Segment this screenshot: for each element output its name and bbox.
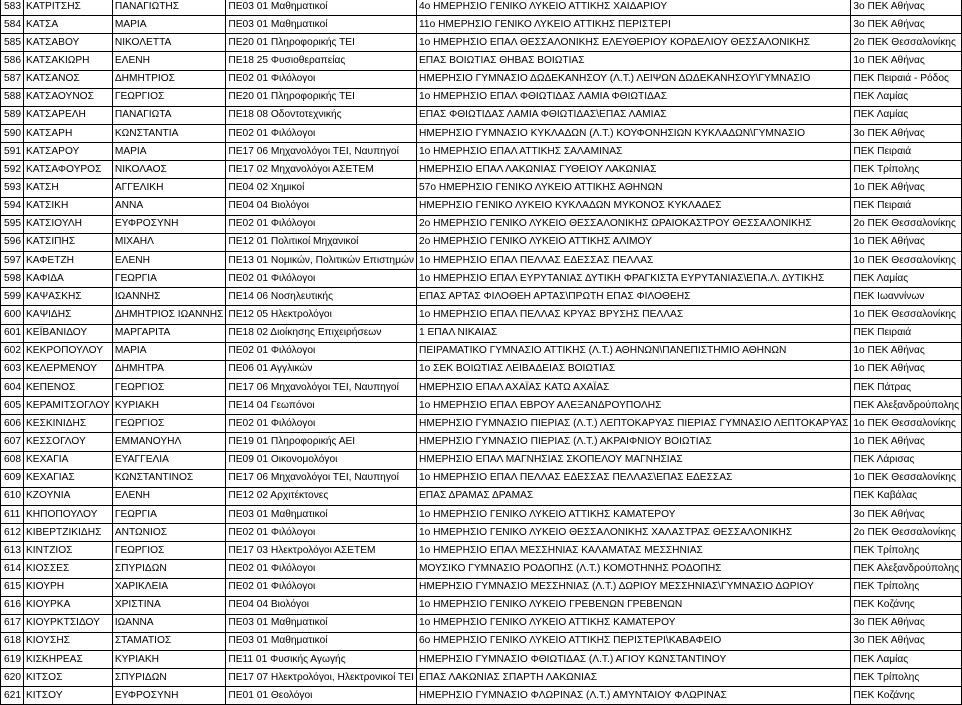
training-center-cell[interactable]: 1ο ΠΕΚ Αθήνας xyxy=(851,233,962,251)
first-name-cell[interactable]: ΚΥΡΙΑΚΗ xyxy=(112,651,226,669)
school-cell[interactable]: ΗΜΕΡΗΣΙΟ ΓΥΜΝΑΣΙΟ ΜΕΣΣΗΝΙΑΣ (Λ.Τ.) ΔΩΡΙΟΥ ΜΕΣΣΗΝΙΑΣ\ΓΥΜΝΑΣΙΟ ΔΩΡΙΟΥ xyxy=(417,578,851,596)
last-name-cell[interactable]: ΚΕΧΑΓΙΑΣ xyxy=(24,469,113,487)
training-center-cell[interactable]: ΠΕΚ Λαμίας xyxy=(851,88,962,106)
table-row xyxy=(0,451,962,469)
last-name-cell[interactable]: ΚΙΟΥΡΗ xyxy=(24,578,113,596)
training-center-cell[interactable]: ΠΕΚ Πειραιά - Ρόδος xyxy=(851,70,962,88)
last-name-cell[interactable]: ΚΙΒΕΡΤΖΙΚΙΔΗΣ xyxy=(24,524,113,542)
training-center-cell[interactable]: ΠΕΚ Λάρισας xyxy=(851,451,962,469)
specialty-cell[interactable]: ΠΕ02 01 Φιλόλογοι xyxy=(226,415,417,433)
specialty-cell[interactable]: ΠΕ20 01 Πληροφορικής ΤΕΙ xyxy=(226,88,417,106)
first-name-cell[interactable]: ΕΥΑΓΓΕΛΙΑ xyxy=(112,451,226,469)
last-name-cell[interactable]: ΚΕΣΣΟΓΛΟΥ xyxy=(24,433,113,451)
row-number[interactable]: 593 xyxy=(1,179,24,197)
school-cell[interactable]: ΗΜΕΡΗΣΙΟ ΕΠΑΛ ΜΑΓΝΗΣΙΑΣ ΣΚΟΠΕΛΟΥ ΜΑΓΝΗΣΙΑΣ xyxy=(417,451,851,469)
specialty-cell[interactable]: ΠΕ17 06 Μηχανολόγοι ΤΕΙ, Ναυπηγοί xyxy=(226,378,417,396)
row-number[interactable]: 588 xyxy=(1,88,24,106)
training-center-cell[interactable]: 1ο ΠΕΚ Θεσσαλονίκης xyxy=(851,415,962,433)
row-number[interactable]: 612 xyxy=(1,524,24,542)
table-row xyxy=(0,378,962,396)
first-name-cell[interactable]: ΣΤΑΜΑΤΙΟΣ xyxy=(112,632,226,650)
table-row xyxy=(0,215,962,233)
row-number[interactable]: 617 xyxy=(1,614,24,632)
first-name-cell[interactable]: ΕΥΦΡΟΣΥΝΗ xyxy=(112,687,226,705)
first-name-cell[interactable]: ΓΕΩΡΓΙΑ xyxy=(112,270,226,288)
first-name-cell[interactable]: ΧΑΡΙΚΛΕΙΑ xyxy=(112,578,226,596)
table-row xyxy=(0,632,962,650)
first-name-cell[interactable]: ΓΕΩΡΓΙΑ xyxy=(112,505,226,523)
first-name-cell[interactable]: ΔΗΜΗΤΡΙΟΣ xyxy=(112,70,226,88)
row-number[interactable]: 618 xyxy=(1,632,24,650)
specialty-cell[interactable]: ΠΕ17 06 Μηχανολόγοι ΤΕΙ, Ναυπηγοί xyxy=(226,143,417,161)
first-name-cell[interactable]: ΠΑΝΑΓΙΩΤΑ xyxy=(112,106,226,124)
row-number[interactable]: 590 xyxy=(1,124,24,142)
first-name-cell[interactable]: ΔΗΜΗΤΡΑ xyxy=(112,360,226,378)
last-name-cell[interactable]: ΚΗΠΟΠΟΥΛΟΥ xyxy=(24,505,113,523)
table-row xyxy=(0,505,962,523)
table-row xyxy=(0,433,962,451)
school-cell[interactable]: 1ο ΗΜΕΡΗΣΙΟ ΓΕΝΙΚΟ ΛΥΚΕΙΟ ΑΤΤΙΚΗΣ ΚΑΜΑΤΕΡΟΥ xyxy=(417,505,851,523)
school-cell[interactable]: 1ο ΗΜΕΡΗΣΙΟ ΓΕΝΙΚΟ ΛΥΚΕΙΟ ΑΤΤΙΚΗΣ ΚΑΜΑΤΕΡΟΥ xyxy=(417,614,851,632)
row-number[interactable]: 587 xyxy=(1,70,24,88)
school-cell[interactable]: 1ο ΗΜΕΡΗΣΙΟ ΕΠΑΛ ΜΕΣΣΗΝΙΑΣ ΚΑΛΑΜΑΤΑΣ ΜΕΣΣΗΝΙΑΣ xyxy=(417,542,851,560)
first-name-cell[interactable]: ΙΩΑΝΝΗΣ xyxy=(112,288,226,306)
table-row xyxy=(0,16,962,34)
last-name-cell[interactable]: ΚΙΣΚΗΡΕΑΣ xyxy=(24,651,113,669)
training-center-cell[interactable]: ΠΕΚ Καβάλας xyxy=(851,487,962,505)
specialty-cell[interactable]: ΠΕ03 01 Μαθηματικοί xyxy=(226,632,417,650)
school-cell[interactable]: 1ο ΗΜΕΡΗΣΙΟ ΓΕΝΙΚΟ ΛΥΚΕΙΟ ΓΡΕΒΕΝΩΝ ΓΡΕΒΕΝΩΝ xyxy=(417,596,851,614)
row-number[interactable]: 584 xyxy=(1,16,24,34)
training-center-cell[interactable]: ΠΕΚ Πειραιά xyxy=(851,143,962,161)
table-row xyxy=(0,124,962,142)
first-name-cell[interactable]: ΑΝΝΑ xyxy=(112,197,226,215)
table-row xyxy=(0,596,962,614)
first-name-cell[interactable]: ΜΑΡΙΑ xyxy=(112,342,226,360)
table-row xyxy=(0,669,962,687)
last-name-cell[interactable]: ΚΑΦΙΔΑ xyxy=(24,270,113,288)
specialty-cell[interactable]: ΠΕ13 01 Νομικών, Πολιτικών Επιστημών xyxy=(226,251,417,269)
training-center-cell[interactable]: ΠΕΚ Λαμίας xyxy=(851,106,962,124)
last-name-cell[interactable]: ΚΙΝΤΖΙΟΣ xyxy=(24,542,113,560)
school-cell[interactable]: ΗΜΕΡΗΣΙΟ ΕΠΑΛ ΛΑΚΩΝΙΑΣ ΓΥΘΕΙΟΥ ΛΑΚΩΝΙΑΣ xyxy=(417,161,851,179)
last-name-cell[interactable]: ΚΕΠΕΝΟΣ xyxy=(24,378,113,396)
first-name-cell[interactable]: ΚΩΝΣΤΑΝΤΙΑ xyxy=(112,124,226,142)
last-name-cell[interactable]: ΚΙΟΣΣΕΣ xyxy=(24,560,113,578)
last-name-cell[interactable]: ΚΕΚΡΟΠΟΥΛΟΥ xyxy=(24,342,113,360)
specialty-cell[interactable]: ΠΕ02 01 Φιλόλογοι xyxy=(226,70,417,88)
specialty-cell[interactable]: ΠΕ18 08 Οδοντοτεχνικής xyxy=(226,106,417,124)
last-name-cell[interactable]: ΚΑΤΣΙΚΗ xyxy=(24,197,113,215)
school-cell[interactable]: ΕΠΑΣ ΒΟΙΩΤΙΑΣ ΘΗΒΑΣ ΒΟΙΩΤΙΑΣ xyxy=(417,52,851,70)
table-row xyxy=(0,651,962,669)
training-center-cell[interactable]: 3ο ΠΕΚ Αθήνας xyxy=(851,16,962,34)
row-number[interactable]: 604 xyxy=(1,378,24,396)
last-name-cell[interactable]: ΚΑΤΣΑΟΥΝΟΣ xyxy=(24,88,113,106)
first-name-cell[interactable]: ΚΩΝΣΤΑΝΤΙΝΟΣ xyxy=(112,469,226,487)
row-number[interactable]: 586 xyxy=(1,52,24,70)
row-number[interactable]: 589 xyxy=(1,106,24,124)
training-center-cell[interactable]: 1ο ΠΕΚ Θεσσαλονίκης xyxy=(851,469,962,487)
specialty-cell[interactable]: ΠΕ02 01 Φιλόλογοι xyxy=(226,124,417,142)
row-number[interactable]: 609 xyxy=(1,469,24,487)
training-center-cell[interactable]: 1ο ΠΕΚ Αθήνας xyxy=(851,433,962,451)
last-name-cell[interactable]: ΚΑΤΣΙΠΗΣ xyxy=(24,233,113,251)
last-name-cell[interactable]: ΚΙΤΣΟΥ xyxy=(24,687,113,705)
last-name-cell[interactable]: ΚΑΤΣΑΒΟΥ xyxy=(24,34,113,52)
first-name-cell[interactable]: ΣΠΥΡΙΔΩΝ xyxy=(112,560,226,578)
school-cell[interactable]: ΗΜΕΡΗΣΙΟ ΓΕΝΙΚΟ ΛΥΚΕΙΟ ΚΥΚΛΑΔΩΝ ΜΥΚΟΝΟΣ ΚΥΚΛΑΔΕΣ xyxy=(417,197,851,215)
row-number[interactable]: 619 xyxy=(1,651,24,669)
training-center-cell[interactable]: 1ο ΠΕΚ Θεσσαλονίκης xyxy=(851,251,962,269)
training-center-cell[interactable]: 3ο ΠΕΚ Αθήνας xyxy=(851,0,962,16)
table-row xyxy=(0,614,962,632)
school-cell[interactable]: 57ο ΗΜΕΡΗΣΙΟ ΓΕΝΙΚΟ ΛΥΚΕΙΟ ΑΤΤΙΚΗΣ ΑΘΗΝΩΝ xyxy=(417,179,851,197)
training-center-cell[interactable]: 1ο ΠΕΚ Αθήνας xyxy=(851,52,962,70)
first-name-cell[interactable]: ΓΕΩΡΓΙΟΣ xyxy=(112,378,226,396)
table-row xyxy=(0,0,962,16)
row-number[interactable]: 614 xyxy=(1,560,24,578)
specialty-cell[interactable]: ΠΕ14 06 Νοσηλευτικής xyxy=(226,288,417,306)
specialty-cell[interactable]: ΠΕ03 01 Μαθηματικοί xyxy=(226,0,417,16)
table-row xyxy=(0,560,962,578)
training-center-cell[interactable]: ΠΕΚ Τρίπολης xyxy=(851,578,962,596)
last-name-cell[interactable]: ΚΑΤΣΑΡΟΥ xyxy=(24,143,113,161)
last-name-cell[interactable]: ΚΑΤΣΙΟΥΛΗ xyxy=(24,215,113,233)
row-number[interactable]: 592 xyxy=(1,161,24,179)
first-name-cell[interactable]: ΧΡΙΣΤΙΝΑ xyxy=(112,596,226,614)
specialty-cell[interactable]: ΠΕ06 01 Αγγλικών xyxy=(226,360,417,378)
training-center-cell[interactable]: 1ο ΠΕΚ Αθήνας xyxy=(851,179,962,197)
training-center-cell[interactable]: ΠΕΚ Τρίπολης xyxy=(851,542,962,560)
school-cell[interactable]: ΕΠΑΣ ΛΑΚΩΝΙΑΣ ΣΠΑΡΤΗ ΛΑΚΩΝΙΑΣ xyxy=(417,669,851,687)
school-cell[interactable]: ΜΟΥΣΙΚΟ ΓΥΜΝΑΣΙΟ ΡΟΔΟΠΗΣ (Λ.Τ.) ΚΟΜΟΤΗΝΗΣ ΡΟΔΟΠΗΣ xyxy=(417,560,851,578)
last-name-cell[interactable]: ΚΙΟΥΡΚΤΣΙΔΟΥ xyxy=(24,614,113,632)
row-number[interactable]: 599 xyxy=(1,288,24,306)
table-row xyxy=(0,270,962,288)
school-cell[interactable]: ΗΜΕΡΗΣΙΟ ΕΠΑΛ ΑΧΑΪΑΣ ΚΑΤΩ ΑΧΑΪΑΣ xyxy=(417,378,851,396)
first-name-cell[interactable]: ΑΝΤΩΝΙΟΣ xyxy=(112,524,226,542)
table-row xyxy=(0,34,962,52)
row-number[interactable]: 602 xyxy=(1,342,24,360)
school-cell[interactable]: 1ο ΗΜΕΡΗΣΙΟ ΕΠΑΛ ΠΕΛΛΑΣ ΕΔΕΣΣΑΣ ΠΕΛΛΑΣ\ΕΠΑΣ ΕΔΕΣΣΑΣ xyxy=(417,469,851,487)
last-name-cell[interactable]: ΚΑΤΣΗ xyxy=(24,179,113,197)
school-cell[interactable]: 1ο ΗΜΕΡΗΣΙΟ ΕΠΑΛ ΕΥΡΥΤΑΝΙΑΣ ΔΥΤΙΚΗ ΦΡΑΓΚΙΣΤΑ ΕΥΡΥΤΑΝΙΑΣ\ΕΠΑ.Λ. ΔΥΤΙΚΗΣ xyxy=(417,270,851,288)
first-name-cell[interactable]: ΔΗΜΗΤΡΙΟΣ ΙΩΑΝΝΗΣ xyxy=(112,306,226,324)
training-center-cell[interactable]: ΠΕΚ Λαμίας xyxy=(851,651,962,669)
row-number[interactable]: 613 xyxy=(1,542,24,560)
last-name-cell[interactable]: ΚΑΤΣΑΦΟΥΡΟΣ xyxy=(24,161,113,179)
table-row xyxy=(0,197,962,215)
training-center-cell[interactable]: 3ο ΠΕΚ Αθήνας xyxy=(851,632,962,650)
first-name-cell[interactable]: ΣΠΥΡΙΔΩΝ xyxy=(112,669,226,687)
training-center-cell[interactable]: ΠΕΚ Τρίπολης xyxy=(851,161,962,179)
training-center-cell[interactable]: ΠΕΚ Πάτρας xyxy=(851,378,962,396)
school-cell[interactable]: ΠΕΙΡΑΜΑΤΙΚΟ ΓΥΜΝΑΣΙΟ ΑΤΤΙΚΗΣ (Λ.Τ.) ΑΘΗΝΩΝ\ΠΑΝΕΠΙΣΤΗΜΙΟ ΑΘΗΝΩΝ xyxy=(417,342,851,360)
last-name-cell[interactable]: ΚΕΛΕΡΜΕΝΟΥ xyxy=(24,360,113,378)
specialty-cell[interactable]: ΠΕ17 06 Μηχανολόγοι ΤΕΙ, Ναυπηγοί xyxy=(226,469,417,487)
table-row xyxy=(0,397,962,415)
training-center-cell[interactable]: ΠΕΚ Πειραιά xyxy=(851,324,962,342)
specialty-cell[interactable]: ΠΕ17 03 Ηλεκτρολόγοι ΑΣΕΤΕΜ xyxy=(226,542,417,560)
school-cell[interactable]: ΗΜΕΡΗΣΙΟ ΓΥΜΝΑΣΙΟ ΦΛΩΡΙΝΑΣ (Λ.Τ.) ΑΜΥΝΤΑΙΟΥ ΦΛΩΡΙΝΑΣ xyxy=(417,687,851,705)
specialty-cell[interactable]: ΠΕ09 01 Οικονομολόγοι xyxy=(226,451,417,469)
table-row xyxy=(0,469,962,487)
last-name-cell[interactable]: ΚΑΤΣΑΡΕΛΗ xyxy=(24,106,113,124)
school-cell[interactable]: ΕΠΑΣ ΔΡΑΜΑΣ ΔΡΑΜΑΣ xyxy=(417,487,851,505)
last-name-cell[interactable]: ΚΙΤΣΟΣ xyxy=(24,669,113,687)
first-name-cell[interactable]: ΙΩΑΝΝΑ xyxy=(112,614,226,632)
last-name-cell[interactable]: ΚΑΨΑΣΚΗΣ xyxy=(24,288,113,306)
specialty-cell[interactable]: ΠΕ04 04 Βιολόγοι xyxy=(226,596,417,614)
school-cell[interactable]: 1ο ΗΜΕΡΗΣΙΟ ΓΕΝΙΚΟ ΛΥΚΕΙΟ ΘΕΣΣΑΛΟΝΙΚΗΣ ΧΑΛΑΣΤΡΑΣ ΘΕΣΣΑΛΟΝΙΚΗΣ xyxy=(417,524,851,542)
table-row xyxy=(0,324,962,342)
table-row xyxy=(0,687,962,705)
row-number[interactable]: 605 xyxy=(1,397,24,415)
table-row xyxy=(0,143,962,161)
first-name-cell[interactable]: ΑΓΓΕΛΙΚΗ xyxy=(112,179,226,197)
table-row xyxy=(0,52,962,70)
first-name-cell[interactable]: ΕΛΕΝΗ xyxy=(112,52,226,70)
training-center-cell[interactable]: 3ο ΠΕΚ Αθήνας xyxy=(851,614,962,632)
last-name-cell[interactable]: ΚΑΨΙΔΗΣ xyxy=(24,306,113,324)
last-name-cell[interactable]: ΚΕΧΑΓΙΑ xyxy=(24,451,113,469)
school-cell[interactable]: ΗΜΕΡΗΣΙΟ ΓΥΜΝΑΣΙΟ ΔΩΔΕΚΑΝΗΣΟΥ (Λ.Τ.) ΛΕΙΨΩΝ ΔΩΔΕΚΑΝΗΣΟΥ\ΓΥΜΝΑΣΙΟ xyxy=(417,70,851,88)
row-number[interactable]: 606 xyxy=(1,415,24,433)
table-row xyxy=(0,360,962,378)
first-name-cell[interactable]: ΓΕΩΡΓΙΟΣ xyxy=(112,542,226,560)
first-name-cell[interactable]: ΕΛΕΝΗ xyxy=(112,251,226,269)
specialty-cell[interactable]: ΠΕ04 04 Βιολόγοι xyxy=(226,197,417,215)
school-cell[interactable]: 1 ΕΠΑΛ ΝΙΚΑΙΑΣ xyxy=(417,324,851,342)
training-center-cell[interactable]: 3ο ΠΕΚ Αθήνας xyxy=(851,505,962,523)
specialty-cell[interactable]: ΠΕ12 05 Ηλεκτρολόγοι xyxy=(226,306,417,324)
row-number[interactable]: 600 xyxy=(1,306,24,324)
training-center-cell[interactable]: ΠΕΚ Πειραιά xyxy=(851,197,962,215)
first-name-cell[interactable]: ΓΕΩΡΓΙΟΣ xyxy=(112,88,226,106)
specialty-cell[interactable]: ΠΕ18 25 Φυσιοθεραπείας xyxy=(226,52,417,70)
school-cell[interactable]: 1ο ΣΕΚ ΒΟΙΩΤΙΑΣ ΛΕΙΒΑΔΕΙΑΣ ΒΟΙΩΤΙΑΣ xyxy=(417,360,851,378)
first-name-cell[interactable]: ΠΑΝΑΓΙΩΤΗΣ xyxy=(112,0,226,16)
row-number[interactable]: 611 xyxy=(1,505,24,523)
row-number[interactable]: 594 xyxy=(1,197,24,215)
row-number[interactable]: 620 xyxy=(1,669,24,687)
school-cell[interactable]: 4ο ΗΜΕΡΗΣΙΟ ΓΕΝΙΚΟ ΛΥΚΕΙΟ ΑΤΤΙΚΗΣ ΧΑΙΔΑΡΙΟΥ xyxy=(417,0,851,16)
school-cell[interactable]: 1ο ΗΜΕΡΗΣΙΟ ΕΠΑΛ ΠΕΛΛΑΣ ΚΡΥΑΣ ΒΡΥΣΗΣ ΠΕΛΛΑΣ xyxy=(417,306,851,324)
specialty-cell[interactable]: ΠΕ01 01 Θεολόγοι xyxy=(226,687,417,705)
table-row xyxy=(0,342,962,360)
specialty-cell[interactable]: ΠΕ14 04 Γεωπόνοι xyxy=(226,397,417,415)
specialty-cell[interactable]: ΠΕ02 01 Φιλόλογοι xyxy=(226,342,417,360)
specialty-cell[interactable]: ΠΕ04 02 Χημικοί xyxy=(226,179,417,197)
specialty-cell[interactable]: ΠΕ17 02 Μηχανολόγοι ΑΣΕΤΕΜ xyxy=(226,161,417,179)
last-name-cell[interactable]: ΚΑΤΣΑΡΗ xyxy=(24,124,113,142)
training-center-cell[interactable]: ΠΕΚ Κοζάνης xyxy=(851,596,962,614)
row-number[interactable]: 603 xyxy=(1,360,24,378)
training-center-cell[interactable]: 2ο ΠΕΚ Θεσσαλονίκης xyxy=(851,34,962,52)
last-name-cell[interactable]: ΚΖΟΥΝΙΑ xyxy=(24,487,113,505)
school-cell[interactable]: ΗΜΕΡΗΣΙΟ ΓΥΜΝΑΣΙΟ ΠΙΕΡΙΑΣ (Λ.Τ.) ΑΚΡΑΙΦΝΙΟΥ ΒΟΙΩΤΙΑΣ xyxy=(417,433,851,451)
school-cell[interactable]: ΗΜΕΡΗΣΙΟ ΓΥΜΝΑΣΙΟ ΚΥΚΛΑΔΩΝ (Λ.Τ.) ΚΟΥΦΟΝΗΣΙΩΝ ΚΥΚΛΑΔΩΝ\ΓΥΜΝΑΣΙΟ xyxy=(417,124,851,142)
row-number[interactable]: 596 xyxy=(1,233,24,251)
first-name-cell[interactable]: ΜΑΡΙΑ xyxy=(112,143,226,161)
training-center-cell[interactable]: ΠΕΚ Λαμίας xyxy=(851,270,962,288)
specialty-cell[interactable]: ΠΕ02 01 Φιλόλογοι xyxy=(226,560,417,578)
table-row xyxy=(0,524,962,542)
school-cell[interactable]: 2ο ΗΜΕΡΗΣΙΟ ΓΕΝΙΚΟ ΛΥΚΕΙΟ ΑΤΤΙΚΗΣ ΑΛΙΜΟΥ xyxy=(417,233,851,251)
training-center-cell[interactable]: ΠΕΚ Αλεξανδρούπολης xyxy=(851,397,962,415)
school-cell[interactable]: ΗΜΕΡΗΣΙΟ ΓΥΜΝΑΣΙΟ ΦΘΙΩΤΙΔΑΣ (Λ.Τ.) ΑΓΙΟΥ ΚΩΝΣΤΑΝΤΙΝΟΥ xyxy=(417,651,851,669)
training-center-cell[interactable]: 2ο ΠΕΚ Θεσσαλονίκης xyxy=(851,524,962,542)
specialty-cell[interactable]: ΠΕ18 02 Διοίκησης Επιχειρήσεων xyxy=(226,324,417,342)
row-number[interactable]: 597 xyxy=(1,251,24,269)
first-name-cell[interactable]: ΕΥΦΡΟΣΥΝΗ xyxy=(112,215,226,233)
school-cell[interactable]: ΕΠΑΣ ΑΡΤΑΣ ΦΙΛΟΘΕΗ ΑΡΤΑΣ\ΠΡΩΤΗ ΕΠΑΣ ΦΙΛΟΘΕΗΣ xyxy=(417,288,851,306)
school-cell[interactable]: 1ο ΗΜΕΡΗΣΙΟ ΕΠΑΛ ΕΒΡΟΥ ΑΛΕΞΑΝΔΡΟΥΠΟΛΗΣ xyxy=(417,397,851,415)
training-center-cell[interactable]: 3ο ΠΕΚ Αθήνας xyxy=(851,124,962,142)
table-row xyxy=(0,233,962,251)
last-name-cell[interactable]: ΚΕΡΑΜΙΤΣΟΓΛΟΥ xyxy=(24,397,113,415)
training-center-cell[interactable]: 1ο ΠΕΚ Θεσσαλονίκης xyxy=(851,306,962,324)
training-center-cell[interactable]: 1ο ΠΕΚ Αθήνας xyxy=(851,360,962,378)
row-number[interactable]: 595 xyxy=(1,215,24,233)
first-name-cell[interactable]: ΓΕΩΡΓΙΟΣ xyxy=(112,415,226,433)
training-center-cell[interactable]: 1ο ΠΕΚ Αθήνας xyxy=(851,342,962,360)
first-name-cell[interactable]: ΜΑΡΓΑΡΙΤΑ xyxy=(112,324,226,342)
row-number[interactable]: 610 xyxy=(1,487,24,505)
training-center-cell[interactable]: ΠΕΚ Κοζάνης xyxy=(851,687,962,705)
table-row xyxy=(0,578,962,596)
specialty-cell[interactable]: ΠΕ11 01 Φυσικής Αγωγής xyxy=(226,651,417,669)
training-center-cell[interactable]: ΠΕΚ Αλεξανδρούπολης xyxy=(851,560,962,578)
school-cell[interactable]: 6ο ΗΜΕΡΗΣΙΟ ΓΕΝΙΚΟ ΛΥΚΕΙΟ ΑΤΤΙΚΗΣ ΠΕΡΙΣΤΕΡΙ\ΚΑΒΑΦΕΙΟ xyxy=(417,632,851,650)
specialty-cell[interactable]: ΠΕ03 01 Μαθηματικοί xyxy=(226,505,417,523)
row-number[interactable]: 585 xyxy=(1,34,24,52)
specialty-cell[interactable]: ΠΕ20 01 Πληροφορικής ΤΕΙ xyxy=(226,34,417,52)
last-name-cell[interactable]: ΚΕΪΒΑΝΙΔΟΥ xyxy=(24,324,113,342)
school-cell[interactable]: ΕΠΑΣ ΦΘΙΩΤΙΔΑΣ ΛΑΜΙΑ ΦΘΙΩΤΙΔΑΣ\ΕΠΑΣ ΛΑΜΙΑΣ xyxy=(417,106,851,124)
specialty-cell[interactable]: ΠΕ03 01 Μαθηματικοί xyxy=(226,614,417,632)
specialty-cell[interactable]: ΠΕ02 01 Φιλόλογοι xyxy=(226,215,417,233)
school-cell[interactable]: 1ο ΗΜΕΡΗΣΙΟ ΕΠΑΛ ΠΕΛΛΑΣ ΕΔΕΣΣΑΣ ΠΕΛΛΑΣ xyxy=(417,251,851,269)
training-center-cell[interactable]: ΠΕΚ Τρίπολης xyxy=(851,669,962,687)
first-name-cell[interactable]: ΜΙΧΑΗΛ xyxy=(112,233,226,251)
school-cell[interactable]: 1ο ΗΜΕΡΗΣΙΟ ΕΠΑΛ ΦΘΙΩΤΙΔΑΣ ΛΑΜΙΑ ΦΘΙΩΤΙΔΑΣ xyxy=(417,88,851,106)
specialty-cell[interactable]: ΠΕ02 01 Φιλόλογοι xyxy=(226,578,417,596)
row-number[interactable]: 607 xyxy=(1,433,24,451)
row-number[interactable]: 615 xyxy=(1,578,24,596)
last-name-cell[interactable]: ΚΑΦΕΤΖΗ xyxy=(24,251,113,269)
first-name-cell[interactable]: ΕΛΕΝΗ xyxy=(112,487,226,505)
table-row xyxy=(0,179,962,197)
table-row xyxy=(0,288,962,306)
last-name-cell[interactable]: ΚΙΟΥΣΗΣ xyxy=(24,632,113,650)
last-name-cell[interactable]: ΚΑΤΡΙΤΣΗΣ xyxy=(24,0,113,16)
specialty-cell[interactable]: ΠΕ17 07 Ηλεκτρολόγοι, Ηλεκτρονικοί ΤΕΙ xyxy=(226,669,417,687)
last-name-cell[interactable]: ΚΙΟΥΡΚΑ xyxy=(24,596,113,614)
school-cell[interactable]: 1ο ΗΜΕΡΗΣΙΟ ΕΠΑΛ ΑΤΤΙΚΗΣ ΣΑΛΑΜΙΝΑΣ xyxy=(417,143,851,161)
school-cell[interactable]: ΗΜΕΡΗΣΙΟ ΓΥΜΝΑΣΙΟ ΠΙΕΡΙΑΣ (Λ.Τ.) ΛΕΠΤΟΚΑΡΥΑΣ ΠΙΕΡΙΑΣ ΓΥΜΝΑΣΙΟ ΛΕΠΤΟΚΑΡΥΑΣ xyxy=(417,415,851,433)
school-cell[interactable]: 2ο ΗΜΕΡΗΣΙΟ ΓΕΝΙΚΟ ΛΥΚΕΙΟ ΘΕΣΣΑΛΟΝΙΚΗΣ ΩΡΑΙΟΚΑΣΤΡΟΥ ΘΕΣΣΑΛΟΝΙΚΗΣ xyxy=(417,215,851,233)
last-name-cell[interactable]: ΚΑΤΣΑΚΙΩΡΗ xyxy=(24,52,113,70)
first-name-cell[interactable]: ΜΑΡΙΑ xyxy=(112,16,226,34)
first-name-cell[interactable]: ΝΙΚΟΛΑΟΣ xyxy=(112,161,226,179)
row-number[interactable]: 598 xyxy=(1,270,24,288)
specialty-cell[interactable]: ΠΕ02 01 Φιλόλογοι xyxy=(226,270,417,288)
table-row xyxy=(0,251,962,269)
row-number[interactable]: 616 xyxy=(1,596,24,614)
table-row xyxy=(0,88,962,106)
specialty-cell[interactable]: ΠΕ03 01 Μαθηματικοί xyxy=(226,16,417,34)
row-number[interactable]: 621 xyxy=(1,687,24,705)
table-row xyxy=(0,415,962,433)
row-number[interactable]: 591 xyxy=(1,143,24,161)
table-row xyxy=(0,106,962,124)
specialty-cell[interactable]: ΠΕ12 01 Πολιτικοί Μηχανικοί xyxy=(226,233,417,251)
last-name-cell[interactable]: ΚΕΣΚΙΝΙΔΗΣ xyxy=(24,415,113,433)
specialty-cell[interactable]: ΠΕ02 01 Φιλόλογοι xyxy=(226,524,417,542)
training-center-cell[interactable]: 2ο ΠΕΚ Θεσσαλονίκης xyxy=(851,215,962,233)
first-name-cell[interactable]: ΕΜΜΑΝΟΥΗΛ xyxy=(112,433,226,451)
school-cell[interactable]: 11ο ΗΜΕΡΗΣΙΟ ΓΕΝΙΚΟ ΛΥΚΕΙΟ ΑΤΤΙΚΗΣ ΠΕΡΙΣΤΕΡΙ xyxy=(417,16,851,34)
table-row xyxy=(0,542,962,560)
training-center-cell[interactable]: ΠΕΚ Ιωαννίνων xyxy=(851,288,962,306)
table-row xyxy=(0,306,962,324)
table-row xyxy=(0,70,962,88)
row-number[interactable]: 601 xyxy=(1,324,24,342)
specialty-cell[interactable]: ΠΕ19 01 Πληροφορικής ΑΕΙ xyxy=(226,433,417,451)
first-name-cell[interactable]: ΝΙΚΟΛΕΤΤΑ xyxy=(112,34,226,52)
last-name-cell[interactable]: ΚΑΤΣΑ xyxy=(24,16,113,34)
school-cell[interactable]: 1ο ΗΜΕΡΗΣΙΟ ΕΠΑΛ ΘΕΣΣΑΛΟΝΙΚΗΣ ΕΛΕΥΘΕΡΙΟΥ ΚΟΡΔΕΛΙΟΥ ΘΕΣΣΑΛΟΝΙΚΗΣ xyxy=(417,34,851,52)
table-row xyxy=(0,487,962,505)
last-name-cell[interactable]: ΚΑΤΣΑΝΟΣ xyxy=(24,70,113,88)
row-number[interactable]: 608 xyxy=(1,451,24,469)
first-name-cell[interactable]: ΚΥΡΙΑΚΗ xyxy=(112,397,226,415)
specialty-cell[interactable]: ΠΕ12 02 Αρχιτέκτονες xyxy=(226,487,417,505)
row-number[interactable]: 583 xyxy=(1,0,24,16)
table-row xyxy=(0,161,962,179)
